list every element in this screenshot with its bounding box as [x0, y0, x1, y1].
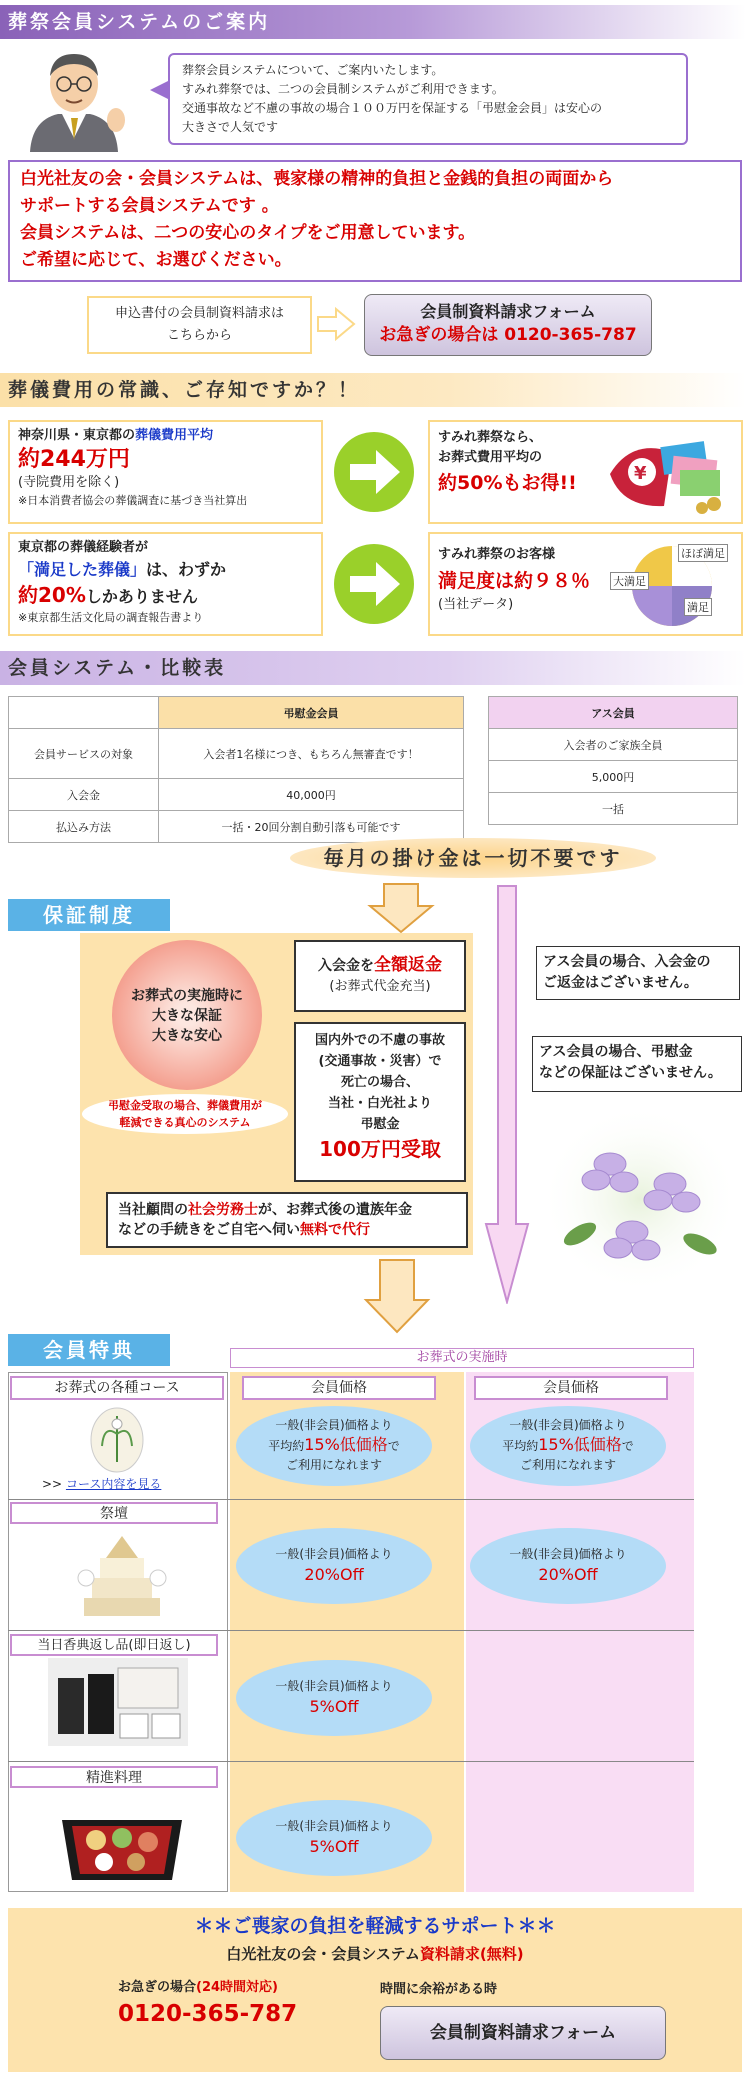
request-note-box	[87, 296, 312, 354]
meal-discount-oval	[236, 1800, 432, 1876]
accident-line: (交通事故・災害）で	[318, 1054, 442, 1069]
oval-highlight: 20%Off	[304, 1565, 364, 1584]
footer-subtitle	[8, 1942, 742, 1966]
accident-box	[294, 1022, 466, 1182]
labor-text: が、お葬式後の遺族年金	[258, 1202, 412, 1218]
svg-text:¥: ¥	[634, 463, 647, 484]
link-chevron-icon: >>	[42, 1477, 66, 1491]
footer-sub-text: 白光社友の会・会員システム	[226, 1945, 420, 1963]
satisfaction-pie-chart	[613, 542, 738, 630]
oval-highlight: 15%低価格	[304, 1435, 388, 1454]
member-price-header: 会員価格	[474, 1376, 668, 1400]
cost-text: すみれ葬祭なら、	[438, 430, 543, 445]
satisfaction-survey-box	[8, 532, 323, 636]
circle-line: お葬式の実施時に	[131, 988, 243, 1004]
cost-text: お葬式費用平均の	[438, 450, 543, 465]
oval-line: 一般(非会員)価格より	[275, 1819, 393, 1833]
violet-flower-image	[540, 1104, 740, 1298]
cost-text: は、わずか	[146, 560, 227, 579]
down-arrow-icon	[366, 882, 436, 938]
businessman-illustration	[18, 42, 128, 152]
asu-note-line: アス会員の場合、弔慰金	[539, 1044, 693, 1060]
request-note-line: 申込書付の会員制資料請求は	[114, 306, 284, 321]
savings-value: 約50%もお得!!	[438, 472, 577, 494]
refund-highlight: 全額返金	[374, 955, 442, 975]
table-header: アス会員	[489, 697, 738, 729]
cost-text: 東京都の葬儀経験者が	[18, 540, 149, 555]
footer-urgent	[118, 1978, 278, 1998]
guarantee-tag: 保証制度	[8, 899, 170, 931]
asu-member-table	[488, 696, 738, 825]
discount-oval	[470, 1406, 666, 1486]
oval-highlight: 15%低価格	[538, 1435, 622, 1454]
course-link[interactable]	[42, 1476, 161, 1492]
member-price-header: 会員価格	[242, 1376, 436, 1400]
gift-label: 当日香典返し品(即日返し)	[10, 1634, 218, 1656]
asu-note-line: などの保証はございません。	[539, 1065, 722, 1081]
condolence-member-table	[8, 696, 464, 843]
oval-highlight: 5%Off	[309, 1697, 359, 1716]
satisfaction-value: 約20%	[18, 583, 86, 607]
oval-line: 平均約	[502, 1439, 539, 1453]
footer-text: お急ぎの場合	[118, 1980, 197, 1995]
refund-sub: (お葬式代金充当)	[329, 979, 431, 994]
table-cell: 会員サービスの対象	[9, 729, 159, 779]
lead-line: サポートする会員システムです 。	[20, 196, 279, 216]
accident-amount: 100万円受取	[319, 1137, 441, 1161]
labor-highlight: 無料で代行	[300, 1222, 370, 1238]
request-note-line: こちらから	[166, 328, 232, 343]
cost-sub: (寺院費用を除く)	[18, 475, 120, 490]
labor-text: 当社顧問の	[118, 1202, 188, 1218]
yen-wallet-icon	[602, 430, 732, 518]
footer-highlight: (24時間対応)	[196, 1980, 278, 1995]
altar-label: 祭壇	[10, 1502, 218, 1524]
compare-section-title: 会員システム・比較表	[0, 651, 746, 685]
benefits-tag: 会員特典	[8, 1334, 170, 1366]
altar-discount-oval	[236, 1528, 432, 1604]
table-cell: 入会者のご家族全員	[489, 729, 738, 761]
arrow-right-icon	[316, 307, 356, 345]
funeral-period-header: お葬式の実施時	[230, 1348, 694, 1368]
oval-line: ご利用になれます	[519, 1458, 616, 1472]
ellipse-line: 軽減できる真心のシステム	[119, 1116, 251, 1129]
table-cell: 入会者1名様につき、もちろん無審査です！	[159, 729, 464, 779]
green-arrow-icon	[332, 430, 416, 518]
table-header	[9, 697, 159, 729]
satisfaction-rate: 満足度は約９８％	[438, 570, 591, 592]
cost-highlight: 葬儀費用平均	[135, 428, 214, 443]
table-cell: 一括	[489, 793, 738, 825]
footer-request-form-button[interactable]: 会員制資料請求フォーム	[380, 2006, 666, 2060]
pie-label: ほぼ満足	[678, 544, 728, 562]
asu-note-line: ご返金はございません。	[543, 975, 698, 991]
intro-speech-box	[168, 53, 688, 145]
table-cell: 40,000円	[159, 779, 464, 811]
cost-section-title: 葬儀費用の常識、ご存知ですか？！	[0, 373, 746, 407]
accident-line: 国内外での不慮の事故	[314, 1033, 445, 1048]
cost-note: ※日本消費者協会の葬儀調査に基づき当社算出	[18, 494, 248, 507]
table-header: 弔慰金会員	[159, 697, 464, 729]
meal-image	[52, 1790, 192, 1890]
cost-average-value: 約244万円	[18, 447, 130, 472]
altar-discount-oval	[470, 1528, 666, 1604]
oval-line: 一般(非会員)価格より	[275, 1418, 393, 1432]
meal-label: 精進料理	[10, 1766, 218, 1788]
discount-oval	[236, 1406, 432, 1486]
oval-line: で	[387, 1439, 400, 1453]
footer-sub-highlight: 資料請求(無料)	[419, 1945, 524, 1963]
footer-relaxed: 時間に余裕がある時	[380, 1982, 498, 1997]
footer-phone[interactable]: 0120-365-787	[118, 2001, 298, 2027]
customer-satisfaction-box	[428, 532, 743, 636]
cost-text: しかありません	[85, 587, 198, 606]
intro-line: 葬祭会員システムについて、ご案内いたします。	[182, 63, 444, 77]
green-arrow-icon	[332, 542, 416, 630]
lead-line: 会員システムは、二つの安心のタイプをご用意しています。	[20, 223, 476, 243]
table-cell: 5,000円	[489, 761, 738, 793]
course-egg-image	[88, 1404, 146, 1478]
no-monthly-fee-banner: 毎月の掛け金は一切不要です	[290, 838, 656, 878]
table-cell: 入会金	[9, 779, 159, 811]
circle-line: 大きな保証	[152, 1008, 222, 1024]
lead-line: 白光社友の会・会員システムは、喪家様の精神的負担と金銭的負担の両面から	[20, 169, 614, 189]
cost-highlight: 「満足した葬儀」	[18, 560, 147, 579]
request-form-button[interactable]	[364, 294, 652, 356]
oval-line: 一般(非会員)価格より	[509, 1547, 627, 1561]
course-link-text[interactable]: コース内容を見る	[65, 1477, 162, 1491]
asu-refund-note	[536, 946, 740, 1000]
pie-label: 大満足	[610, 572, 649, 590]
labor-text: などの手続きをご自宅へ伺い	[118, 1222, 300, 1238]
gift-discount-oval	[236, 1660, 432, 1736]
table-cell: 払込み方法	[9, 811, 159, 843]
oval-line: ご利用になれます	[285, 1458, 382, 1472]
oval-line: 平均約	[268, 1439, 305, 1453]
oval-highlight: 5%Off	[309, 1837, 359, 1856]
sumire-savings-box	[428, 420, 743, 524]
lead-message-box	[8, 160, 742, 282]
labor-box	[106, 1192, 468, 1248]
cost-note: ※東京都生活文化局の調査報告書より	[18, 611, 204, 624]
oval-line: 一般(非会員)価格より	[275, 1679, 393, 1693]
cost-text: すみれ葬祭のお客様	[438, 547, 556, 562]
guarantee-circle	[112, 940, 262, 1090]
long-down-arrow	[484, 884, 530, 1308]
course-label: お葬式の各種コース	[10, 1376, 224, 1400]
request-button-title: 会員制資料請求フォーム	[420, 302, 596, 321]
lead-line: ご希望に応じて、お選びください。	[20, 250, 292, 270]
intro-line: すみれ葬祭では、二つの会員制システムがご利用できます。	[182, 82, 504, 96]
request-button-phone: お急ぎの場合は 0120-365-787	[379, 325, 637, 345]
guarantee-ellipse	[82, 1094, 288, 1134]
down-arrow-icon	[362, 1258, 432, 1338]
oval-line: 一般(非会員)価格より	[509, 1418, 627, 1432]
intro-line: 大きさで人気です	[182, 120, 279, 134]
accident-line: 当社・白光社より	[327, 1096, 432, 1111]
asu-note-line: アス会員の場合、入会金の	[543, 954, 711, 970]
altar-image	[66, 1528, 178, 1624]
accident-line: 死亡の場合、	[340, 1075, 419, 1090]
table-cell: 一括・20回分割自動引落も可能です	[159, 811, 464, 843]
refund-text: 入会金を	[318, 958, 374, 974]
cost-sub: (当社データ)	[438, 597, 514, 612]
oval-line: で	[621, 1439, 634, 1453]
asu-guarantee-note	[532, 1036, 742, 1092]
accident-line: 弔慰金	[360, 1117, 400, 1132]
circle-line: 大きな安心	[152, 1028, 222, 1044]
cost-text: 神奈川県・東京都の	[18, 428, 136, 443]
gift-image	[48, 1658, 188, 1750]
refund-box	[294, 940, 466, 1012]
page-title: 葬祭会員システムのご案内	[0, 5, 746, 39]
oval-line: 一般(非会員)価格より	[275, 1547, 393, 1561]
cost-average-box	[8, 420, 323, 524]
intro-line: 交通事故など不慮の事故の場合１００万円を保証する「弔慰金会員」は安心の	[182, 101, 603, 115]
speech-pointer	[150, 80, 170, 100]
labor-highlight: 社会労務士	[188, 1202, 258, 1218]
oval-highlight: 20%Off	[538, 1565, 598, 1584]
pie-label: 満足	[684, 598, 712, 616]
ellipse-line: 弔慰金受取の場合、葬儀費用が	[108, 1099, 262, 1112]
footer-title: ＊＊ご喪家の負担を軽減するサポート＊＊	[194, 1915, 556, 1937]
